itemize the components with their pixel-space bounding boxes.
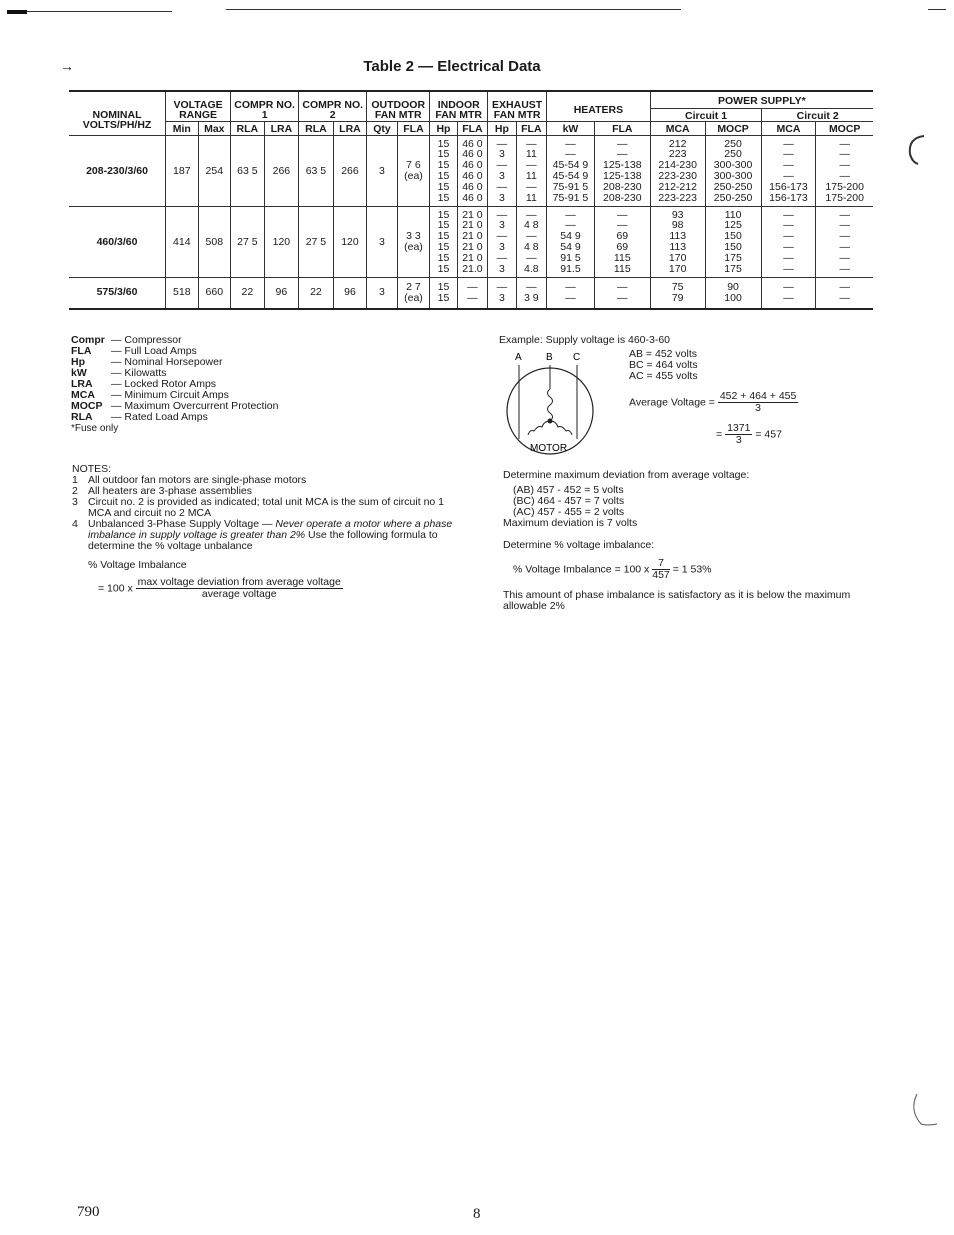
deviation-ab: (AB) 457 - 452 = 5 volts	[513, 484, 624, 496]
hdr-od-fla: FLA	[397, 122, 430, 136]
cell-in-fla: — —	[457, 278, 487, 309]
cell-c1-lra: 266	[264, 136, 299, 207]
hdr-c1-lra: LRA	[264, 122, 299, 136]
cell-c1-mocp: 110 125 150 150 175 175	[705, 207, 761, 278]
notes-section	[72, 464, 462, 600]
cell-c2-rla: 22	[299, 278, 334, 309]
cell-c1-lra: 120	[264, 207, 299, 278]
circuit1-label: Circuit 1	[685, 110, 728, 122]
legend-item: Compr — Compressor	[71, 334, 182, 346]
average-voltage	[629, 391, 798, 414]
margin-mark-top	[900, 130, 940, 170]
cell-h-fla: — —	[594, 278, 650, 309]
terminal-c-label: C	[573, 352, 581, 363]
note-2: 2 All heaters are 3-phase assemblies	[72, 485, 253, 497]
cell-ex-fla: — 3 9	[516, 278, 546, 309]
abbreviation-legend	[71, 335, 278, 434]
hdr-od-qty: Qty	[367, 122, 397, 136]
avg-fraction: $\frac{452 + 464 + 455}{3}$	[719, 390, 797, 414]
margin-arrow: →	[60, 58, 74, 74]
cell-c1-lra: 96	[264, 278, 299, 309]
deviation-bc: (BC) 464 - 457 = 7 volts	[513, 495, 625, 507]
cell-ex-fla: — 11 — 11 — 11	[516, 136, 546, 207]
hdr-c2-mocp: MOCP	[816, 122, 873, 136]
col-outdoor: OUTDOOR FAN MTR	[367, 91, 430, 122]
cell-h-fla: — — 69 69 115 115	[594, 207, 650, 278]
legend-item: LRA — Locked Rotor Amps	[71, 378, 217, 390]
page-title	[0, 58, 954, 75]
cell-od-fla: 7 6 (ea)	[397, 136, 430, 207]
electrical-data-table	[69, 90, 873, 310]
cell-c1-rla: 22	[231, 278, 265, 309]
hdr-c2-mca: MCA	[761, 122, 816, 136]
cell-ex-hp: — 3 — 3 — 3	[488, 136, 516, 207]
cell-in-fla: 21 0 21 0 21 0 21 0 21 0 21.0	[457, 207, 487, 278]
cell-vmin: 187	[166, 136, 199, 207]
cell-c2-rla: 63 5	[299, 136, 334, 207]
reading-ab: AB = 452 volts	[629, 348, 697, 360]
table-title: Table 2 — Electrical Data	[363, 58, 541, 75]
cell-in-hp: 15 15	[430, 278, 457, 309]
cell-in-fla: 46 0 46 0 46 0 46 0 46 0 46 0	[457, 136, 487, 207]
cell-c2-mca: — — — — 156-173 156-173	[761, 136, 816, 207]
cell-nominal: 575/3/60	[69, 278, 166, 309]
fuse-note: *Fuse only	[71, 423, 119, 434]
cell-c2-lra: 96	[333, 278, 367, 309]
hdr-kw: kW	[547, 122, 595, 136]
cell-nominal: 460/3/60	[69, 207, 166, 278]
note-1: 1 All outdoor fan motors are single-phase motors	[72, 474, 307, 486]
cell-c2-mca: — — — — — —	[761, 207, 816, 278]
page-number: 8	[473, 1206, 481, 1222]
reading-ac: AC = 455 volts	[629, 370, 698, 382]
deviation-section	[503, 470, 873, 612]
cell-c2-mocp: — — — — 175-200 175-200	[816, 136, 873, 207]
note-3: 3 Circuit no. 2 is provided as indicated; total unit MCA is the sum of circuit no 1 MCA and circuit no 2 MCA	[72, 496, 445, 519]
winding-c	[550, 421, 572, 435]
cell-c2-rla: 27 5	[299, 207, 334, 278]
max-deviation: Maximum deviation is 7 volts	[503, 517, 638, 529]
cell-in-hp: 15 15 15 15 15 15	[430, 136, 457, 207]
cell-vmin: 414	[166, 207, 199, 278]
imbalance-label: % Voltage Imbalance	[88, 559, 187, 571]
deviation-intro: Determine maximum deviation from average voltage:	[503, 469, 750, 481]
hdr-c1-mocp: MOCP	[705, 122, 761, 136]
col-compr2: COMPR NO. 2	[299, 91, 367, 122]
cell-c1-rla: 63 5	[231, 136, 265, 207]
folio-number: 790	[77, 1204, 100, 1220]
cell-od-qty: 3	[367, 136, 397, 207]
table-row	[69, 207, 873, 278]
cell-c2-mocp: — —	[816, 278, 873, 309]
cell-c2-lra: 266	[333, 136, 367, 207]
deviation-ac: (AC) 457 - 455 = 2 volts	[513, 506, 625, 518]
winding-a	[528, 421, 550, 435]
cell-c1-mca: 212 223 214-230 223-230 212-212 223-223	[650, 136, 705, 207]
table-row	[69, 278, 873, 309]
cell-c1-mca: 75 79	[650, 278, 705, 309]
star-point	[548, 419, 553, 424]
motor-label: MOTOR	[530, 443, 568, 454]
legend-item: RLA — Rated Load Amps	[71, 411, 208, 423]
col-exhaust: EXHAUST FAN MTR	[488, 91, 547, 122]
example-section	[499, 335, 869, 346]
hdr-c2-lra: LRA	[333, 122, 367, 136]
hdr-ex-hp: Hp	[488, 122, 516, 136]
cell-vmax: 660	[198, 278, 231, 309]
hdr-ex-fla: FLA	[516, 122, 546, 136]
top-rule-2	[226, 9, 681, 10]
winding-b	[548, 389, 553, 421]
voltage-readings	[629, 349, 698, 382]
col-indoor: INDOOR FAN MTR	[430, 91, 488, 122]
hdr-c1-rla: RLA	[231, 122, 265, 136]
cell-c2-mocp: — — — — — —	[816, 207, 873, 278]
cell-kw: — —	[547, 278, 595, 309]
cell-od-qty: 3	[367, 278, 397, 309]
table-row	[69, 136, 873, 207]
col-heaters: HEATERS	[547, 91, 651, 122]
power-supply-label: POWER SUPPLY*	[651, 92, 873, 109]
hdr-c2-rla: RLA	[299, 122, 334, 136]
legend-item: MOCP — Maximum Overcurrent Protection	[71, 400, 279, 412]
top-rule-3	[928, 9, 946, 10]
avg-label: Average Voltage =	[629, 396, 715, 409]
cell-ex-hp: — 3 — 3 — 3	[488, 207, 516, 278]
terminal-b-label: B	[546, 352, 553, 363]
cell-kw: — — 54 9 54 9 91 5 91.5	[547, 207, 595, 278]
cell-h-fla: — — 125-138 125-138 208-230 208-230	[594, 136, 650, 207]
cell-nominal: 208-230/3/60	[69, 136, 166, 207]
note-4: 4 Unbalanced 3-Phase Supply Voltage — Never operate a motor where a phase imbalance in supply voltage is greater than 2% Use the following formula to determine the % voltage unbalance	[72, 518, 453, 552]
hdr-c1-mca: MCA	[650, 122, 705, 136]
notes-heading: NOTES:	[72, 463, 112, 475]
hdr-max: Max	[198, 122, 231, 136]
legend-item: kW — Kilowatts	[71, 367, 167, 379]
cell-c1-mocp: 90 100	[705, 278, 761, 309]
conclusion: This amount of phase imbalance is satisfactory as it is below the maximum allowable 2%	[503, 589, 851, 612]
cell-kw: — — 45-54 9 45-54 9 75-91 5 75-91 5	[547, 136, 595, 207]
cell-od-fla: 3 3 (ea)	[397, 207, 430, 278]
cell-od-fla: 2 7 (ea)	[397, 278, 430, 309]
formula-fraction: $\frac{\text{max voltage deviation from average voltage}}{\text{average voltage}}$	[137, 576, 341, 600]
percent-intro: Determine % voltage imbalance:	[503, 539, 655, 551]
cell-c1-mca: 93 98 113 113 170 170	[650, 207, 705, 278]
reading-bc: BC = 464 volts	[629, 359, 698, 371]
cell-vmin: 518	[166, 278, 199, 309]
col-power-supply	[650, 91, 873, 122]
cell-in-hp: 15 15 15 15 15 15	[430, 207, 457, 278]
average-result: = $\frac{1371}{3}$ = 457	[716, 422, 782, 446]
circuit2-label: Circuit 2	[761, 109, 873, 121]
hdr-in-hp: Hp	[430, 122, 457, 136]
cell-vmax: 508	[198, 207, 231, 278]
motor-diagram	[503, 349, 598, 459]
hdr-in-fla: FLA	[457, 122, 487, 136]
cell-od-qty: 3	[367, 207, 397, 278]
hdr-h-fla: FLA	[594, 122, 650, 136]
col-compr1: COMPR NO. 1	[231, 91, 299, 122]
cell-c1-mocp: 250 250 300-300 300-300 250-250 250-250	[705, 136, 761, 207]
cell-ex-hp: — 3	[488, 278, 516, 309]
cell-vmax: 254	[198, 136, 231, 207]
top-rule-left	[7, 10, 27, 14]
top-rule-1	[27, 11, 172, 12]
col-nominal: NOMINAL VOLTS/PH/HZ	[69, 91, 166, 136]
percent-formula: % Voltage Imbalance = 100 x $\frac{7}{457}$ = 1 53%	[513, 557, 712, 581]
cell-ex-fla: — 4 8 — 4 8 — 4.8	[516, 207, 546, 278]
example-intro: Example: Supply voltage is 460-3-60	[499, 334, 671, 346]
legend-item: Hp — Nominal Horsepower	[71, 356, 223, 368]
terminal-a-label: A	[515, 352, 522, 363]
hdr-min: Min	[166, 122, 199, 136]
margin-mark-bottom	[905, 1090, 945, 1130]
col-voltage-range: VOLTAGE RANGE	[166, 91, 231, 122]
legend-item: FLA — Full Load Amps	[71, 345, 197, 357]
legend-item: MCA — Minimum Circuit Amps	[71, 389, 229, 401]
cell-c1-rla: 27 5	[231, 207, 265, 278]
formula-prefix: = 100 x	[98, 582, 133, 595]
imbalance-formula	[98, 577, 462, 600]
cell-c2-lra: 120	[333, 207, 367, 278]
cell-c2-mca: — —	[761, 278, 816, 309]
